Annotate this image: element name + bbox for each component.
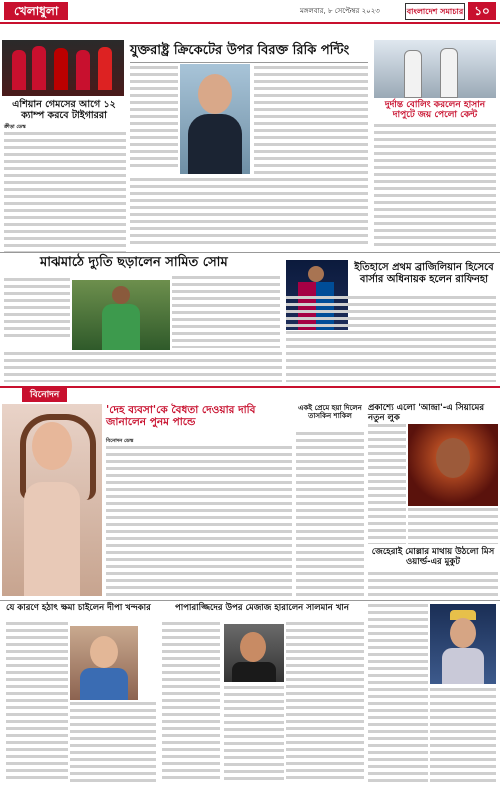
tashkin-body (296, 432, 364, 596)
samit-photo (72, 280, 170, 350)
hasan-headline: দুর্দান্ত বোলিং করলেন হাসান দাপুটে জয় পেলো কেন্ট (384, 100, 486, 121)
ponting-body-right (254, 66, 368, 176)
asia-games-body (4, 132, 126, 252)
entertainment-band: বিনোদন (22, 388, 67, 402)
siam-body-left (368, 424, 406, 544)
raphinha-body (286, 296, 496, 382)
asia-games-headline: এশিয়ান গেমসের আগে ১২ ক্যাম্প করবে টাইগাররা (12, 99, 116, 121)
miss-world-body (368, 604, 428, 782)
byline: ক্রীড়া ডেস্ক (4, 124, 26, 130)
salman-body-bottom (224, 686, 284, 782)
dipa-body (6, 622, 68, 782)
entertainment-desk: বিনোদন ডেস্ক (106, 438, 134, 444)
newspaper-logo: বাংলাদেশ সমাচার (405, 3, 465, 20)
poonam-headline: 'দেহ ব্যবসা'কে বৈধতা দেওয়ার দাবি জানালেন পুনম পান্ডে (106, 404, 256, 429)
dipa-photo (70, 626, 138, 700)
poonam-photo (2, 404, 102, 596)
miss-world-headline: জেহেরাই মোল্লার মাথায় উঠলো মিস ওয়ার্ল্ড-এর মুকুট (371, 547, 495, 567)
samit-headline: মাঝমাঠে দ্যুতি ছড়ালেন সামিত সোম (40, 255, 228, 270)
section-label: খেলাধুলা (4, 2, 68, 20)
cricket-team-photo (2, 40, 124, 96)
masthead (0, 0, 500, 24)
salman-body-left (162, 622, 220, 782)
salman-photo (224, 624, 284, 682)
salman-headline: পাপারাজ্জিদের উপর মেজাজ হারালেন সালমান খান (175, 603, 349, 613)
raphinha-headline: ইতিহাসে প্রথম ব্রাজিলিয়ান হিসেবে বার্সার অধিনায়ক হলেন রাফিনহা (354, 262, 494, 285)
ponting-photo (180, 64, 250, 174)
samit-body-left (4, 278, 70, 340)
siam-body-right (408, 508, 498, 544)
siam-photo (408, 424, 498, 506)
ponting-headline: যুক্তরাষ্ট্র ক্রিকেটের উপর বিরক্ত রিকি পন্টিং (130, 43, 350, 58)
dipa-body-bottom (70, 702, 156, 782)
salman-body-right (286, 622, 364, 782)
samit-body-right (172, 276, 280, 348)
miss-world-body-top (368, 572, 498, 596)
page-number: ১০ (468, 2, 496, 20)
miss-world-photo (430, 604, 496, 684)
miss-world-body-bottom (430, 688, 496, 782)
poonam-body (106, 446, 292, 596)
samit-body-bottom (4, 352, 282, 382)
dateline: মঙ্গলবার, ৮ সেপ্টেম্বর ২০২৩ (300, 7, 380, 15)
tashkin-headline: একই প্রেমে হয়া দিলেন তাসকিন শাকিল (298, 404, 362, 421)
ponting-body-left (130, 66, 178, 171)
ponting-body-bottom (130, 178, 368, 248)
hasan-body (374, 124, 496, 248)
hasan-photo (374, 40, 496, 98)
dipa-headline: যে কারণে হঠাৎ ক্ষমা চাইলেন দীপা খন্দকার (6, 603, 151, 613)
siam-headline: প্রকাশ্যে এলো 'আন্দ্রা'-এ সিয়ামের নতুন লুক (368, 403, 485, 423)
